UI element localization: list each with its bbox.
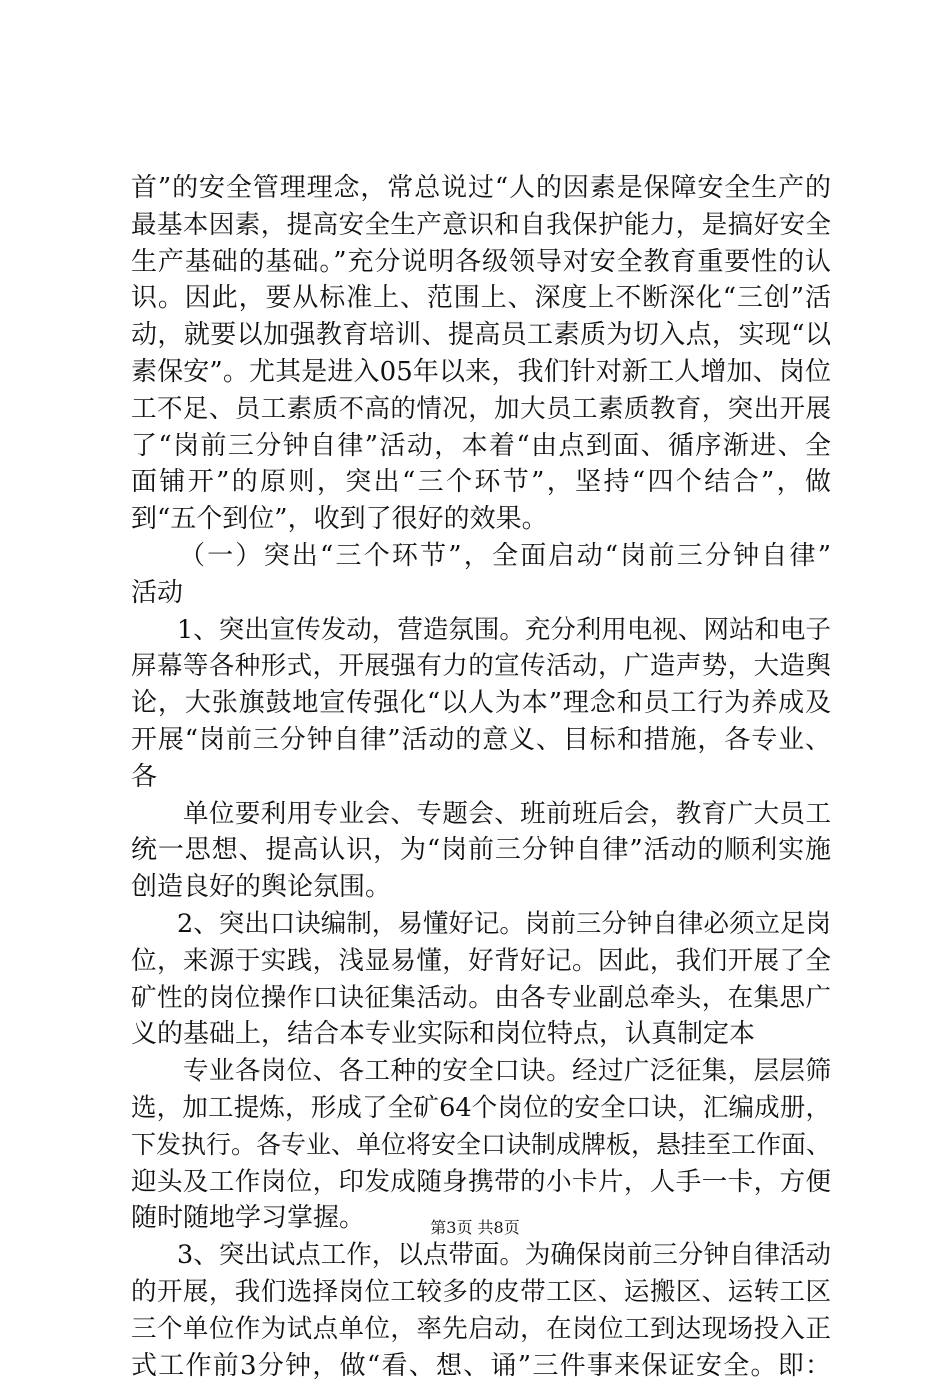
text-line: 工不足、员工素质不高的情况，加大员工素质教育，突出开展 [131,391,831,428]
text-line: 专业各岗位、各工种的安全口诀。经过广泛征集，层层筛 [131,1053,831,1090]
text-line: 的开展，我们选择岗位工较多的皮带工区、运搬区、运转工区 [131,1274,831,1311]
text-line: 三个单位作为试点单位，率先启动，在岗位工到达现场投入正 [131,1311,831,1348]
text-line: 下发执行。各专业、单位将安全口诀制成牌板，悬挂至工作面、 [131,1127,831,1164]
text-line: 3、突出试点工作，以点带面。为确保岗前三分钟自律活动 [131,1237,831,1274]
document-body [131,170,831,1384]
page-number: 第3页 共8页 [430,1218,519,1237]
text-line: 到“五个到位”，收到了很好的效果。 [131,501,831,538]
text-line: 式工作前3分钟，做“看、想、诵”三件事来保证安全。即： [131,1348,831,1384]
text-line: 开展“岗前三分钟自律”活动的意义、目标和措施，各专业、 [131,722,831,759]
text-line: 位，来源于实践，浅显易懂，好背好记。因此，我们开展了全 [131,943,831,980]
text-line: 了“岗前三分钟自律”活动，本着“由点到面、循序渐进、全 [131,428,831,465]
text-line: 单位要利用专业会、专题会、班前班后会，教育广大员工 [131,796,831,833]
text-line: 选，加工提炼，形成了全矿64个岗位的安全口诀，汇编成册， [131,1090,831,1127]
text-line: 义的基础上，结合本专业实际和岗位特点，认真制定本 [131,1016,831,1053]
text-line: 动，就要以加强教育培训、提高员工素质为切入点，实现“以 [131,317,831,354]
text-line: 随时随地学习掌握。 [131,1200,831,1237]
text-line: 矿性的岗位操作口诀征集活动。由各专业副总牵头，在集思广 [131,980,831,1017]
text-line: 2、突出口诀编制，易懂好记。岗前三分钟自律必须立足岗 [131,906,831,943]
text-line: （一）突出“三个环节”，全面启动“岗前三分钟自律” [131,538,831,575]
text-line: 屏幕等各种形式，开展强有力的宣传活动，广造声势，大造舆 [131,648,831,685]
text-line: 首”的安全管理理念，常总说过“人的因素是保障安全生产的 [131,170,831,207]
text-line: 面铺开”的原则，突出“三个环节”，坚持“四个结合”，做 [131,464,831,501]
text-line: 识。因此，要从标准上、范围上、深度上不断深化“三创”活 [131,280,831,317]
text-line: 最基本因素，提高安全生产意识和自我保护能力，是搞好安全 [131,207,831,244]
page-footer [0,1218,950,1238]
text-line: 1、突出宣传发动，营造氛围。充分利用电视、网站和电子 [131,612,831,649]
text-line: 论，大张旗鼓地宣传强化“以人为本”理念和员工行为养成及 [131,685,831,722]
text-line: 创造良好的舆论氛围。 [131,869,831,906]
text-line: 活动 [131,575,831,612]
text-line: 素保安”。尤其是进入05年以来，我们针对新工人增加、岗位 [131,354,831,391]
text-line: 各 [131,759,831,796]
text-line: 生产基础的基础。”充分说明各级领导对安全教育重要性的认 [131,244,831,281]
text-line: 统一思想、提高认识，为“岗前三分钟自律”活动的顺利实施 [131,832,831,869]
text-line: 迎头及工作岗位，印发成随身携带的小卡片，人手一卡，方便 [131,1164,831,1201]
